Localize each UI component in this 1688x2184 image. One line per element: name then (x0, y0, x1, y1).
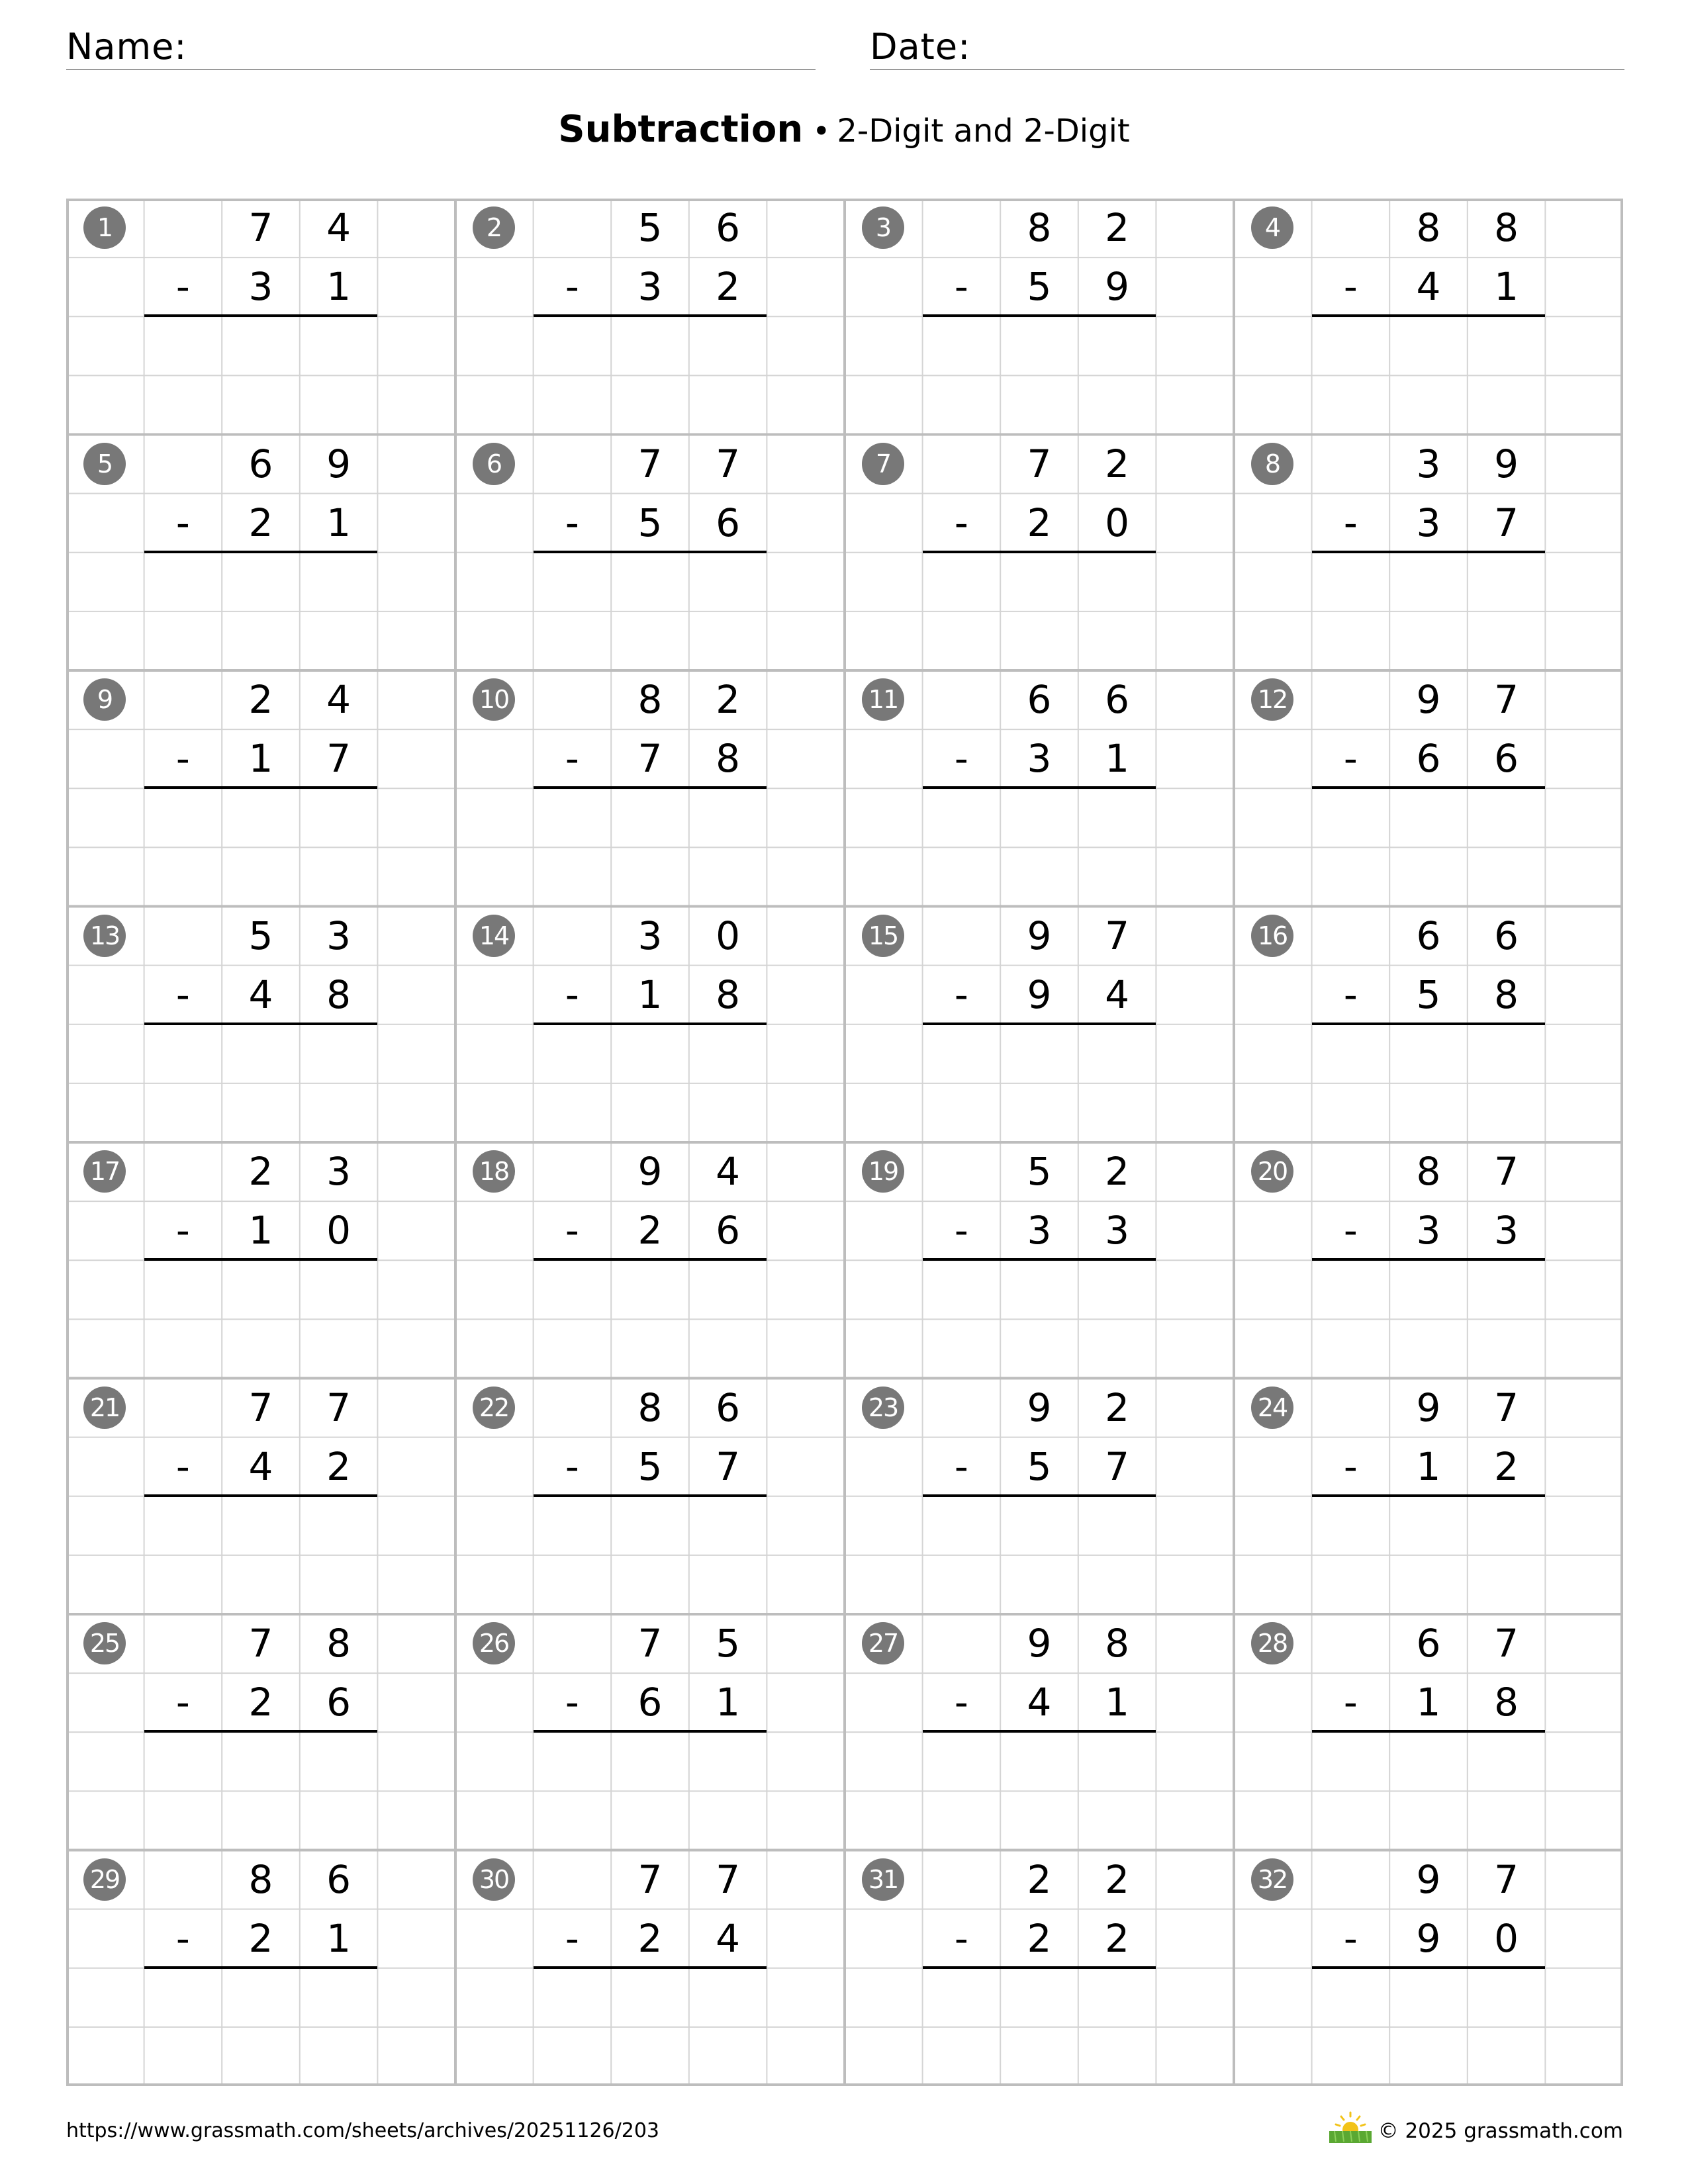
minus-sign: - (565, 1208, 579, 1253)
minuend-tens-digit: 6 (1027, 677, 1052, 722)
minuend-tens-digit: 7 (637, 1856, 663, 1902)
subtrahend-ones-digit: 2 (1494, 1443, 1519, 1489)
minuend-tens-digit: 8 (248, 1856, 273, 1902)
subtrahend-ones-digit: 1 (1105, 1680, 1130, 1725)
minuend-ones-digit: 7 (1494, 677, 1519, 722)
answer-line (923, 1730, 1156, 1733)
name-label: Name: (66, 26, 187, 68)
subtrahend-tens-digit: 1 (248, 736, 273, 782)
subtrahend-tens-digit: 2 (248, 1915, 273, 1961)
minuend-tens-digit: 5 (1027, 1149, 1052, 1194)
subtrahend-ones-digit: 7 (1105, 1443, 1130, 1489)
minus-sign: - (1343, 972, 1358, 1017)
subtrahend-tens-digit: 1 (1416, 1443, 1441, 1489)
minuend-ones-digit: 9 (1494, 441, 1519, 486)
problem-number: 1 (83, 206, 126, 249)
problem-number: 14 (473, 915, 515, 957)
minus-sign: - (175, 264, 190, 310)
minuend-ones-digit: 7 (716, 1856, 741, 1902)
answer-line (1312, 551, 1546, 553)
minuend-tens-digit: 7 (248, 205, 273, 250)
minuend-tens-digit: 2 (248, 1149, 273, 1194)
answer-line (1312, 786, 1546, 789)
minuend-tens-digit: 9 (1416, 1856, 1441, 1902)
answer-line (534, 1258, 767, 1261)
problem-number: 4 (1251, 206, 1293, 249)
minuend-ones-digit: 3 (326, 1149, 352, 1194)
subtrahend-ones-digit: 0 (1494, 1915, 1519, 1961)
subtrahend-ones-digit: 7 (716, 1443, 741, 1489)
minus-sign: - (175, 972, 190, 1017)
answer-line (144, 1730, 378, 1733)
problem-number: 11 (862, 678, 904, 721)
subtrahend-tens-digit: 2 (248, 1680, 273, 1725)
subtrahend-ones-digit: 1 (326, 1915, 352, 1961)
minuend-ones-digit: 7 (1105, 913, 1130, 958)
minuend-tens-digit: 7 (248, 1385, 273, 1430)
subtrahend-tens-digit: 1 (1416, 1680, 1441, 1725)
subtrahend-ones-digit: 0 (1105, 500, 1130, 545)
minuend-ones-digit: 6 (1494, 913, 1519, 958)
title-subtitle: 2-Digit and 2-Digit (837, 113, 1130, 150)
subtrahend-tens-digit: 3 (1027, 1208, 1052, 1253)
subtrahend-tens-digit: 4 (1416, 264, 1441, 310)
subtrahend-tens-digit: 3 (1416, 1208, 1441, 1253)
answer-line (144, 1966, 378, 1969)
minuend-ones-digit: 7 (716, 441, 741, 486)
minus-sign: - (954, 264, 968, 310)
problem-number: 21 (83, 1387, 126, 1429)
minus-sign: - (175, 1915, 190, 1961)
answer-line (144, 1258, 378, 1261)
subtrahend-tens-digit: 3 (637, 264, 663, 310)
subtrahend-ones-digit: 8 (1494, 1680, 1519, 1725)
subtrahend-ones-digit: 6 (716, 500, 741, 545)
minus-sign: - (565, 1443, 579, 1489)
subtrahend-ones-digit: 7 (1494, 500, 1519, 545)
problem-number: 2 (473, 206, 515, 249)
minus-sign: - (565, 264, 579, 310)
minuend-tens-digit: 9 (1027, 913, 1052, 958)
subtrahend-tens-digit: 7 (637, 736, 663, 782)
minuend-tens-digit: 9 (1027, 1385, 1052, 1430)
subtrahend-ones-digit: 9 (1105, 264, 1130, 310)
minuend-ones-digit: 0 (716, 913, 741, 958)
problem-number: 16 (1251, 915, 1293, 957)
date-field[interactable] (870, 25, 1624, 70)
minuend-ones-digit: 7 (1494, 1856, 1519, 1902)
answer-line (923, 1023, 1156, 1025)
subtrahend-tens-digit: 5 (1027, 1443, 1052, 1489)
subtrahend-ones-digit: 1 (326, 264, 352, 310)
minuend-tens-digit: 3 (1416, 441, 1441, 486)
minuend-tens-digit: 9 (1027, 1621, 1052, 1666)
minuend-ones-digit: 2 (1105, 441, 1130, 486)
problem-number: 8 (1251, 443, 1293, 485)
answer-line (923, 786, 1156, 789)
subtrahend-tens-digit: 6 (637, 1680, 663, 1725)
minus-sign: - (175, 1208, 190, 1253)
problem-number: 23 (862, 1387, 904, 1429)
minus-sign: - (1343, 736, 1358, 782)
subtrahend-ones-digit: 7 (326, 736, 352, 782)
minuend-ones-digit: 2 (1105, 1856, 1130, 1902)
answer-line (1312, 1258, 1546, 1261)
problem-number: 20 (1251, 1150, 1293, 1193)
minus-sign: - (1343, 1443, 1358, 1489)
subtrahend-tens-digit: 5 (637, 500, 663, 545)
answer-line (923, 1258, 1156, 1261)
subtrahend-tens-digit: 2 (637, 1915, 663, 1961)
subtrahend-ones-digit: 8 (1494, 972, 1519, 1017)
minuend-tens-digit: 9 (1416, 677, 1441, 722)
problem-number: 17 (83, 1150, 126, 1193)
minuend-ones-digit: 4 (326, 677, 352, 722)
problem-number: 24 (1251, 1387, 1293, 1429)
minuend-tens-digit: 8 (637, 677, 663, 722)
minuend-ones-digit: 9 (326, 441, 352, 486)
minuend-tens-digit: 9 (1416, 1385, 1441, 1430)
minuend-tens-digit: 7 (637, 441, 663, 486)
problem-number: 32 (1251, 1858, 1293, 1901)
problem-number: 10 (473, 678, 515, 721)
minuend-tens-digit: 7 (248, 1621, 273, 1666)
subtrahend-ones-digit: 4 (1105, 972, 1130, 1017)
subtrahend-tens-digit: 2 (1027, 1915, 1052, 1961)
answer-line (923, 314, 1156, 317)
minuend-tens-digit: 8 (1416, 205, 1441, 250)
footer-url: https://www.grassmath.com/sheets/archives/20251126/203 (66, 2119, 660, 2142)
minuend-tens-digit: 9 (637, 1149, 663, 1194)
minuend-ones-digit: 7 (1494, 1385, 1519, 1430)
minus-sign: - (954, 1680, 968, 1725)
name-field[interactable] (66, 25, 816, 70)
minus-sign: - (175, 500, 190, 545)
minus-sign: - (565, 736, 579, 782)
answer-line (923, 551, 1156, 553)
answer-line (144, 314, 378, 317)
minus-sign: - (954, 1443, 968, 1489)
subtrahend-ones-digit: 4 (716, 1915, 741, 1961)
minuend-ones-digit: 6 (716, 1385, 741, 1430)
subtrahend-tens-digit: 3 (1416, 500, 1441, 545)
subtrahend-ones-digit: 2 (1105, 1915, 1130, 1961)
minus-sign: - (175, 1680, 190, 1725)
subtrahend-tens-digit: 3 (1027, 736, 1052, 782)
minuend-ones-digit: 8 (326, 1621, 352, 1666)
subtrahend-ones-digit: 1 (1105, 736, 1130, 782)
subtrahend-ones-digit: 3 (1105, 1208, 1130, 1253)
minus-sign: - (954, 500, 968, 545)
subtrahend-ones-digit: 1 (326, 500, 352, 545)
minuend-ones-digit: 7 (1494, 1149, 1519, 1194)
subtrahend-ones-digit: 8 (326, 972, 352, 1017)
subtrahend-tens-digit: 2 (637, 1208, 663, 1253)
problem-number: 18 (473, 1150, 515, 1193)
minuend-ones-digit: 7 (1494, 1621, 1519, 1666)
minus-sign: - (1343, 1915, 1358, 1961)
subtrahend-ones-digit: 6 (716, 1208, 741, 1253)
minus-sign: - (954, 1915, 968, 1961)
minus-sign: - (565, 500, 579, 545)
answer-line (534, 551, 767, 553)
subtrahend-ones-digit: 3 (1494, 1208, 1519, 1253)
minuend-ones-digit: 8 (1105, 1621, 1130, 1666)
minuend-tens-digit: 7 (637, 1621, 663, 1666)
minus-sign: - (175, 1443, 190, 1489)
subtrahend-tens-digit: 5 (637, 1443, 663, 1489)
answer-line (1312, 1494, 1546, 1497)
minuend-tens-digit: 2 (248, 677, 273, 722)
minuend-ones-digit: 4 (716, 1149, 741, 1194)
minuend-ones-digit: 4 (326, 205, 352, 250)
subtrahend-ones-digit: 1 (1494, 264, 1519, 310)
minuend-tens-digit: 5 (248, 913, 273, 958)
answer-line (1312, 1023, 1546, 1025)
subtrahend-tens-digit: 4 (248, 1443, 273, 1489)
subtrahend-ones-digit: 0 (326, 1208, 352, 1253)
footer-copyright: © 2025 grassmath.com (1378, 2119, 1623, 2143)
answer-line (1312, 314, 1546, 317)
minus-sign: - (1343, 500, 1358, 545)
answer-line (144, 1023, 378, 1025)
subtrahend-tens-digit: 9 (1027, 972, 1052, 1017)
minuend-tens-digit: 7 (1027, 441, 1052, 486)
problem-number: 3 (862, 206, 904, 249)
title-separator: • (812, 113, 831, 149)
title-main: Subtraction (558, 108, 804, 151)
date-label: Date: (870, 26, 971, 68)
subtrahend-ones-digit: 6 (326, 1680, 352, 1725)
subtrahend-ones-digit: 8 (716, 972, 741, 1017)
subtrahend-ones-digit: 2 (716, 264, 741, 310)
minus-sign: - (1343, 1208, 1358, 1253)
subtrahend-ones-digit: 8 (716, 736, 741, 782)
answer-line (534, 314, 767, 317)
problem-grid (66, 199, 1623, 2089)
problem-number: 12 (1251, 678, 1293, 721)
minus-sign: - (565, 1680, 579, 1725)
answer-line (144, 551, 378, 553)
minuend-tens-digit: 5 (637, 205, 663, 250)
subtrahend-tens-digit: 9 (1416, 1915, 1441, 1961)
minuend-tens-digit: 6 (1416, 1621, 1441, 1666)
problem-number: 27 (862, 1622, 904, 1664)
subtrahend-ones-digit: 6 (1494, 736, 1519, 782)
minuend-ones-digit: 2 (1105, 205, 1130, 250)
answer-line (144, 1494, 378, 1497)
problem-number: 22 (473, 1387, 515, 1429)
answer-line (1312, 1966, 1546, 1969)
minus-sign: - (954, 972, 968, 1017)
minuend-tens-digit: 6 (248, 441, 273, 486)
subtrahend-tens-digit: 1 (248, 1208, 273, 1253)
answer-line (923, 1966, 1156, 1969)
minuend-tens-digit: 3 (637, 913, 663, 958)
subtrahend-ones-digit: 2 (326, 1443, 352, 1489)
answer-line (144, 786, 378, 789)
minuend-tens-digit: 8 (637, 1385, 663, 1430)
sun-grass-logo-icon (1327, 2110, 1374, 2147)
minus-sign: - (175, 736, 190, 782)
subtrahend-tens-digit: 6 (1416, 736, 1441, 782)
problem-number: 6 (473, 443, 515, 485)
problem-number: 28 (1251, 1622, 1293, 1664)
minuend-tens-digit: 8 (1416, 1149, 1441, 1194)
problem-number: 7 (862, 443, 904, 485)
minus-sign: - (1343, 264, 1358, 310)
minuend-ones-digit: 2 (1105, 1149, 1130, 1194)
minuend-ones-digit: 6 (326, 1856, 352, 1902)
subtrahend-tens-digit: 3 (248, 264, 273, 310)
problem-number: 5 (83, 443, 126, 485)
minuend-tens-digit: 2 (1027, 1856, 1052, 1902)
problem-number: 26 (473, 1622, 515, 1664)
problem-number: 15 (862, 915, 904, 957)
minus-sign: - (1343, 1680, 1358, 1725)
subtrahend-tens-digit: 2 (248, 500, 273, 545)
minus-sign: - (565, 1915, 579, 1961)
minuend-ones-digit: 5 (716, 1621, 741, 1666)
subtrahend-ones-digit: 1 (716, 1680, 741, 1725)
subtrahend-tens-digit: 5 (1416, 972, 1441, 1017)
minuend-ones-digit: 6 (716, 205, 741, 250)
minus-sign: - (954, 1208, 968, 1253)
answer-line (923, 1494, 1156, 1497)
problem-number: 13 (83, 915, 126, 957)
subtrahend-tens-digit: 1 (637, 972, 663, 1017)
answer-line (534, 1966, 767, 1969)
minuend-ones-digit: 7 (326, 1385, 352, 1430)
minuend-ones-digit: 6 (1105, 677, 1130, 722)
minuend-ones-digit: 8 (1494, 205, 1519, 250)
answer-line (534, 786, 767, 789)
problem-number: 30 (473, 1858, 515, 1901)
problem-number: 29 (83, 1858, 126, 1901)
minus-sign: - (565, 972, 579, 1017)
problem-number: 19 (862, 1150, 904, 1193)
minuend-ones-digit: 3 (326, 913, 352, 958)
answer-line (1312, 1730, 1546, 1733)
problem-number: 9 (83, 678, 126, 721)
answer-line (534, 1023, 767, 1025)
subtrahend-tens-digit: 4 (1027, 1680, 1052, 1725)
minuend-ones-digit: 2 (716, 677, 741, 722)
problem-number: 31 (862, 1858, 904, 1901)
minuend-tens-digit: 8 (1027, 205, 1052, 250)
subtrahend-tens-digit: 5 (1027, 264, 1052, 310)
answer-line (534, 1494, 767, 1497)
minuend-tens-digit: 6 (1416, 913, 1441, 958)
minus-sign: - (954, 736, 968, 782)
worksheet-title (0, 106, 1688, 155)
subtrahend-tens-digit: 4 (248, 972, 273, 1017)
minuend-ones-digit: 2 (1105, 1385, 1130, 1430)
subtrahend-tens-digit: 2 (1027, 500, 1052, 545)
answer-line (534, 1730, 767, 1733)
problem-number: 25 (83, 1622, 126, 1664)
